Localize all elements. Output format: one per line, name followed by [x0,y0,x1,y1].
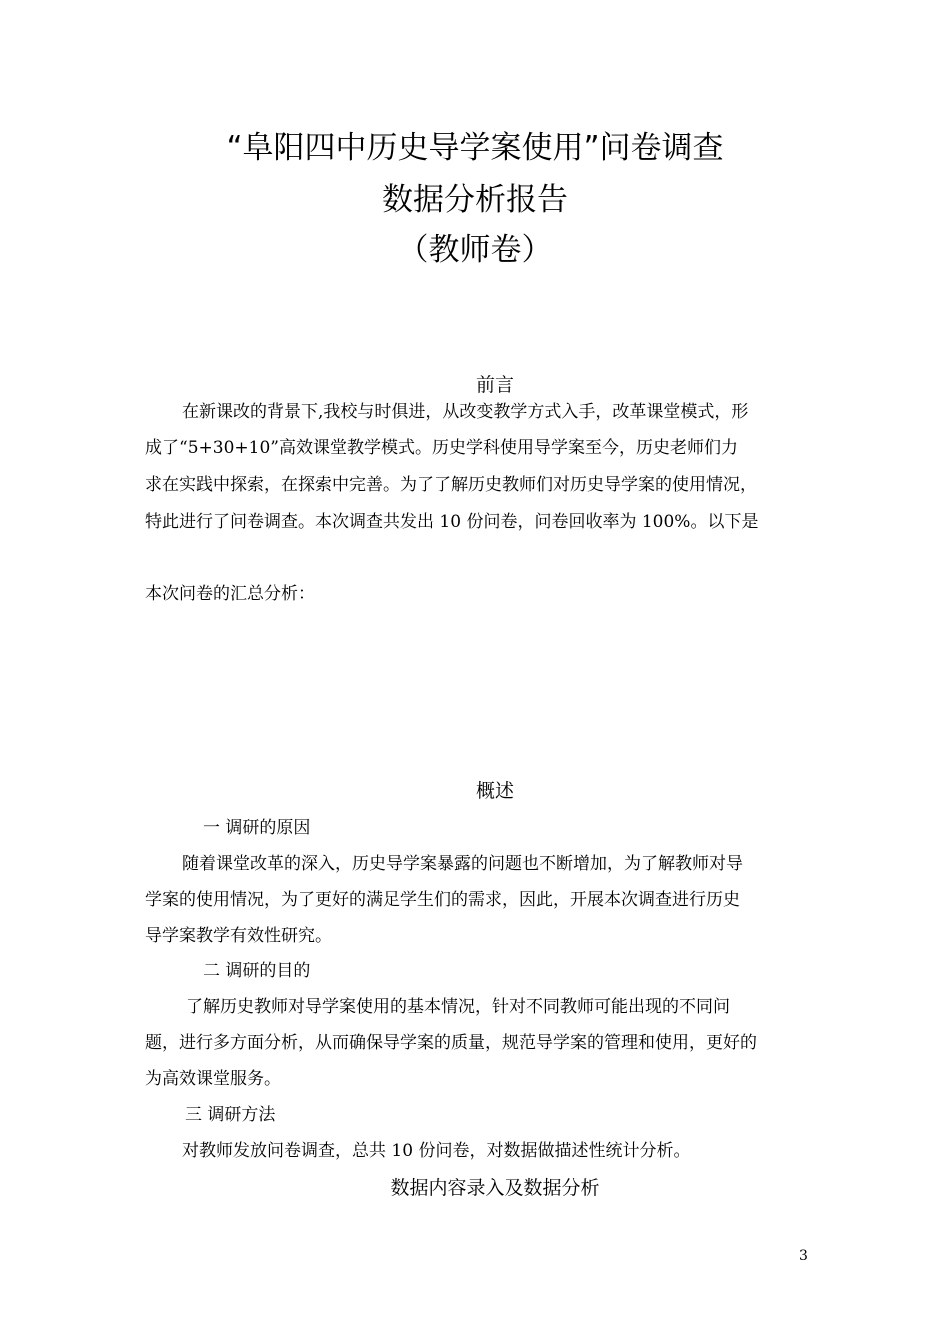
section-2-line-3: 为高效课堂服务。 [145,1069,281,1089]
section-1-line-1: 随着课堂改革的深入，历史导学案暴露的问题也不断增加，为了解教师对导 [182,854,743,874]
preface-line-2: 成了“5+30+10”高效课堂教学模式。历史学科使用导学案至今，历史老师们力 [145,438,738,458]
data-section-heading: 数据内容录入及数据分析 [390,1177,600,1199]
section-2-title: 二 调研的目的 [203,961,311,981]
preface-line-4: 特此进行了问卷调查。本次调查共发出 10 份问卷，问卷回收率为 100%。以下是 [145,512,759,532]
section-3-line-1: 对教师发放问卷调查，总共 10 份问卷，对数据做描述性统计分析。 [182,1141,691,1161]
preface-line-3: 求在实践中探索，在探索中完善。为了了解历史教师们对历史导学案的使用情况， [145,475,757,495]
section-1-line-3: 导学案教学有效性研究。 [145,926,332,946]
document-title-line-2: 数据分析报告 [382,182,568,218]
section-3-title: 三 调研方法 [185,1105,276,1125]
document-title-line-1: “阜阳四中历史导学案使用”问卷调查 [226,130,724,166]
page-number: 3 [799,1248,808,1264]
section-2-line-2: 题，进行多方面分析，从而确保导学案的质量，规范导学案的管理和使用，更好的 [145,1033,757,1053]
section-2-line-1: 了解历史教师对导学案使用的基本情况，针对不同教师可能出现的不同问 [186,997,730,1017]
overview-heading: 概述 [475,780,514,802]
preface-line-1: 在新课改的背景下,我校与时俱进，从改变教学方式入手，改革课堂模式，形 [182,402,749,422]
preface-line-5: 本次问卷的汇总分析： [145,584,315,604]
document-title-line-3: （教师卷） [397,232,553,268]
section-1-title: 一 调研的原因 [203,818,311,838]
section-1-line-2: 学案的使用情况，为了更好的满足学生们的需求，因此，开展本次调查进行历史 [145,890,740,910]
preface-heading: 前言 [475,374,514,396]
